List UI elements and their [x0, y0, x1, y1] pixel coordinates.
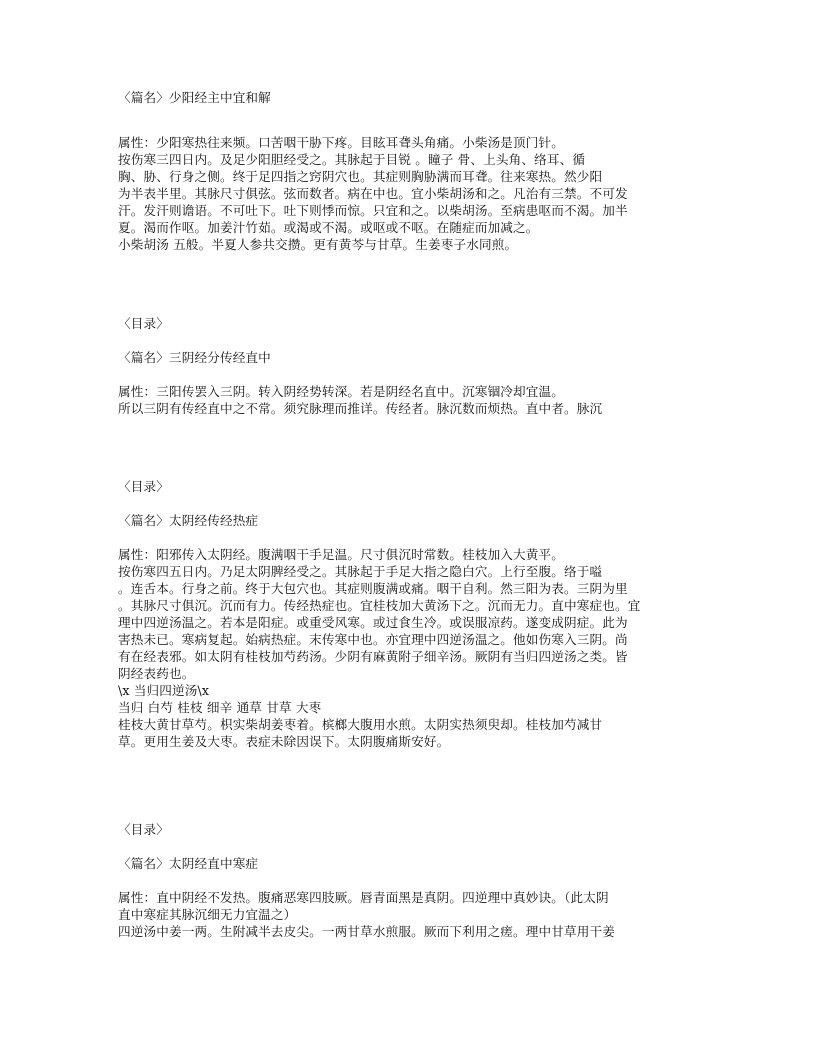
toc-link[interactable]: 〈目录〉	[118, 479, 169, 494]
text-line: 夏。渴而作呕。加姜汁竹茹。或渴或不渴。或呕或不呕。在随症而加减之。	[118, 220, 539, 235]
text-line: 属性：少阳寒热往来频。口苦咽干胁下疼。目眩耳聋头角痛。小柴汤是顶门针。	[118, 135, 565, 150]
text-line: 按伤寒三四日内。及足少阳胆经受之。其脉起于目锐 。瞳子 骨、上头角、络耳、循	[118, 152, 586, 167]
text-line: 桂枝大黄甘草芍。枳实柴胡姜枣着。槟榔大腹用水煎。太阴实热须臾却。桂枝加芍减甘	[118, 717, 603, 732]
text-line: 属性：直中阴经不发热。腹痛恶寒四肢厥。唇青面黑是真阴。四逆理中真妙诀。（此太阴	[118, 890, 609, 905]
section-title: 〈篇名〉太阴经传经热症	[118, 513, 259, 528]
text-line: 胸、胁、行身之侧。终于足四指之窍阴穴也。其症则胸胁满而耳聋。往来寒热。然少阳	[118, 169, 603, 184]
text-line: 小柴胡汤 五般。半夏人参共交攒。更有黄芩与甘草。生姜枣子水同煎。	[118, 237, 518, 252]
section-title: 〈篇名〉太阴经直中寒症	[118, 856, 259, 871]
text-line: 为半表半里。其脉尺寸俱弦。弦而数者。病在中也。宜小柴胡汤和之。凡治有三禁。不可发	[118, 186, 628, 201]
text-line: 。其脉尺寸俱沉。沉而有力。传经热症也。宜桂枝加大黄汤下之。沉而无力。直中寒症也。宜	[118, 598, 641, 613]
section-title: 〈篇名〉三阴经分传经直中	[118, 350, 271, 365]
text-line: 阴经表药也。	[118, 666, 195, 681]
text-line: 属性：阳邪传入太阴经。腹满咽干手足温。尺寸俱沉时常数。桂枝加入大黄平。	[118, 547, 565, 562]
text-line: 所以三阴有传经直中之不常。须究脉理而推详。传经者。脉沉数而烦热。直中者。脉沉	[118, 401, 603, 416]
text-line: 害热未已。寒病复起。始病热症。末传寒中也。亦宜理中四逆汤温之。他如伤寒入三阴。尚	[118, 632, 628, 647]
text-line: 四逆汤中姜一两。生附减半去皮尖。一两甘草水煎服。厥而下利用之瘥。理中甘草用干姜	[118, 924, 616, 939]
text-line: 按伤寒四五日内。乃足太阴脾经受之。其脉起于手足大指之隐白穴。上行至腹。络于嗌	[118, 564, 603, 579]
text-line: 属性：三阳传罢入三阴。转入阴经势转深。若是阴经名直中。沉寒锢冷却宜温。	[118, 384, 565, 399]
text-line: 汗。发汗则谵语。不可吐下。吐下则悸而惊。只宜和之。以柴胡汤。至病患呕而不渴。加半	[118, 203, 628, 218]
formula-name: \x 当归四逆汤\x	[118, 683, 210, 698]
text-line: 直中寒症其脉沉细无力宜温之）	[118, 907, 297, 922]
text-line: 理中四逆汤温之。若本是阳症。或重受风寒。或过食生冷。或误服凉药。遂变成阴症。此为	[118, 615, 628, 630]
text-line: 草。更用生姜及大枣。表症未除因误下。太阴腹痛斯安好。	[118, 734, 450, 749]
toc-link[interactable]: 〈目录〉	[118, 822, 169, 837]
section-title: 〈篇名〉少阳经主中宜和解	[118, 90, 271, 105]
toc-link[interactable]: 〈目录〉	[118, 316, 169, 331]
ingredient-list: 当归 白芍 桂枝 细辛 通草 甘草 大枣	[118, 700, 322, 715]
text-line: 。连舌本。行身之前。终于大包穴也。其症则腹满或痛。咽干自利。然三阳为表。三阴为里	[118, 581, 628, 596]
text-line: 有在经表邪。如太阴有桂枝加芍药汤。少阴有麻黄附子细辛汤。厥阴有当归四逆汤之类。皆	[118, 649, 628, 664]
